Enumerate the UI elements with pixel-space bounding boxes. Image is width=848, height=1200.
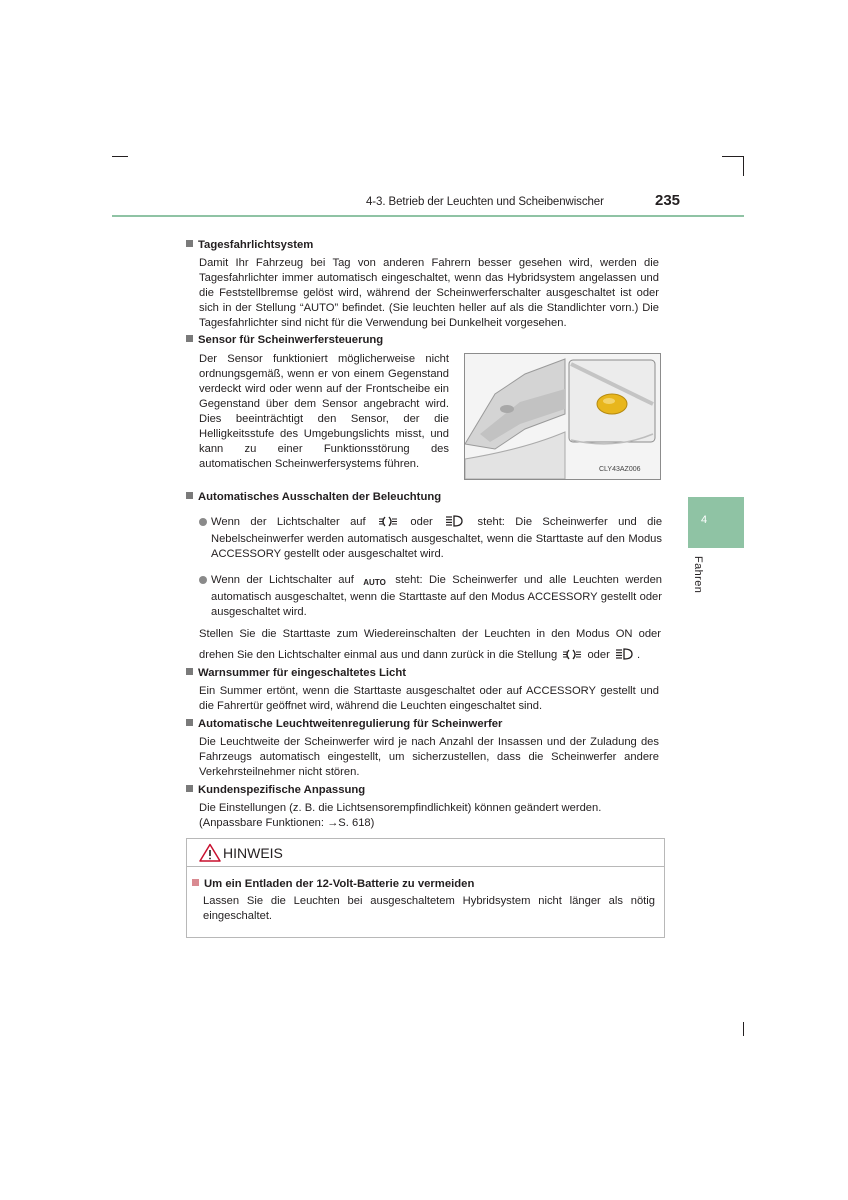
square-bullet-icon — [186, 492, 193, 499]
section-text: Ein Summer ertönt, wenn die Starttaste ausgeschaltet oder auf ACCESSORY gestellt und die Fahrertür geöffnet wird, während die Leuchten eingeschaltet sind. — [199, 685, 659, 712]
parking-light-icon — [379, 516, 397, 532]
section-text: Der Sensor funktioniert möglicherweise nicht ordnungsgemäß, wenn er von einem Gegenstand verdeckt wird oder wenn auf der Frontscheibe ein Gegenstand über dem Sensor angebracht wird. Dies beeinträchtigt den Sensor, der die Helligkeitsstufe des Umgebungslichts misst, und kann zu einer Funktionsstörung des automatischen Scheinwerfersystems führen. — [199, 353, 449, 470]
notice-box — [186, 838, 665, 938]
sensor-illustration — [464, 353, 661, 480]
crop-mark — [743, 1022, 744, 1036]
square-bullet-icon — [192, 879, 199, 886]
figure-code: CLY43AZ006 — [599, 466, 641, 473]
section-heading: Automatische Leuchtweitenregulierung für Scheinwerfer — [186, 718, 502, 730]
square-bullet-icon — [186, 719, 193, 726]
notice-header — [187, 839, 664, 867]
square-bullet-icon — [186, 240, 193, 247]
chapter-number: 4 — [701, 514, 708, 526]
square-bullet-icon — [186, 668, 193, 675]
chapter-tab — [688, 497, 744, 548]
crop-mark — [743, 156, 744, 176]
page-number: 235 — [655, 192, 681, 209]
square-bullet-icon — [186, 335, 193, 342]
cross-reference: (Anpassbare Funktionen: →S. 618) — [199, 817, 375, 829]
section-heading: Sensor für Scheinwerfersteuerung — [186, 334, 383, 346]
section-text: Damit Ihr Fahrzeug bei Tag von anderen Fahrern besser gesehen wird, werden die Tagesfahrlichter immer automatisch eingeschaltet, wenn das Hybridsystem angelassen und die Feststellbremse gelöst wird, während der Scheinwerferschalter ausgeschaltet ist oder sich in der Stellung “AUTO” befindet. (Sie leuchten heller auf als die Standlichter vorn.) Die Tagesfahrlichter sind nicht für die Verwendung bei Dunkelheit vorgesehen. — [199, 257, 659, 329]
headlight-icon — [616, 647, 634, 668]
section-heading: Warnsummer für eingeschaltetes Licht — [186, 667, 406, 679]
crop-mark — [112, 156, 128, 157]
square-bullet-icon — [186, 785, 193, 792]
round-bullet-icon — [199, 518, 207, 526]
header-rule — [112, 215, 744, 217]
chapter-label: Fahren — [692, 556, 704, 594]
list-item: Wenn der Lichtschalter auf AUTO steht: Die Scheinwerfer und alle Leuchten werden automatisch ausgeschaltet, wenn die Starttaste auf den Modus ACCESSORY gestellt oder ausgeschaltet wird. — [199, 573, 662, 620]
section-heading: Tagesfahrlichtsystem — [186, 239, 313, 251]
section-text-line: Die Einstellungen (z. B. die Lichtsensorempfindlichkeit) können geändert werden. — [199, 802, 602, 814]
list-item: Wenn der Lichtschalter auf oder steht: Die Scheinwerfer und die Nebelscheinwerfer werden automatisch ausgeschaltet, wenn die Starttaste auf den Modus ACCESSORY gestellt oder ausgeschaltet wird. — [199, 515, 662, 562]
crop-mark — [722, 156, 744, 157]
headlight-icon — [446, 515, 464, 532]
parking-light-icon — [563, 647, 581, 668]
round-bullet-icon — [199, 576, 207, 584]
notice-text: Lassen Sie die Leuchten bei ausgeschaltetem Hybridsystem nicht länger als nötig eingeschaltet. — [203, 895, 655, 922]
section-heading: Kundenspezifische Anpassung — [186, 784, 365, 796]
running-header: 4-3. Betrieb der Leuchten und Scheibenwischer — [366, 196, 604, 208]
notice-title: HINWEIS — [223, 845, 283, 861]
auto-light-icon: AUTO — [363, 578, 386, 587]
windshield-sensor-icon — [465, 354, 660, 479]
warning-triangle-icon — [199, 843, 221, 862]
restart-text: Stellen Sie die Starttaste zum Wiedereinschalten der Leuchten in den Modus ON oder drehen Sie den Lichtschalter einmal aus und dann zurück in die Stellung oder . — [199, 624, 661, 668]
section-text: Die Leuchtweite der Scheinwerfer wird je nach Anzahl der Insassen und der Zuladung des Fahrzeugs automatisch eingestellt, um sicherzustellen, dass die Scheinwerfer andere Verkehrsteilnehmer nicht stören. — [199, 736, 659, 778]
notice-subheading: Um ein Entladen der 12-Volt-Batterie zu vermeiden — [192, 878, 474, 890]
section-heading: Automatisches Ausschalten der Beleuchtung — [186, 491, 441, 503]
